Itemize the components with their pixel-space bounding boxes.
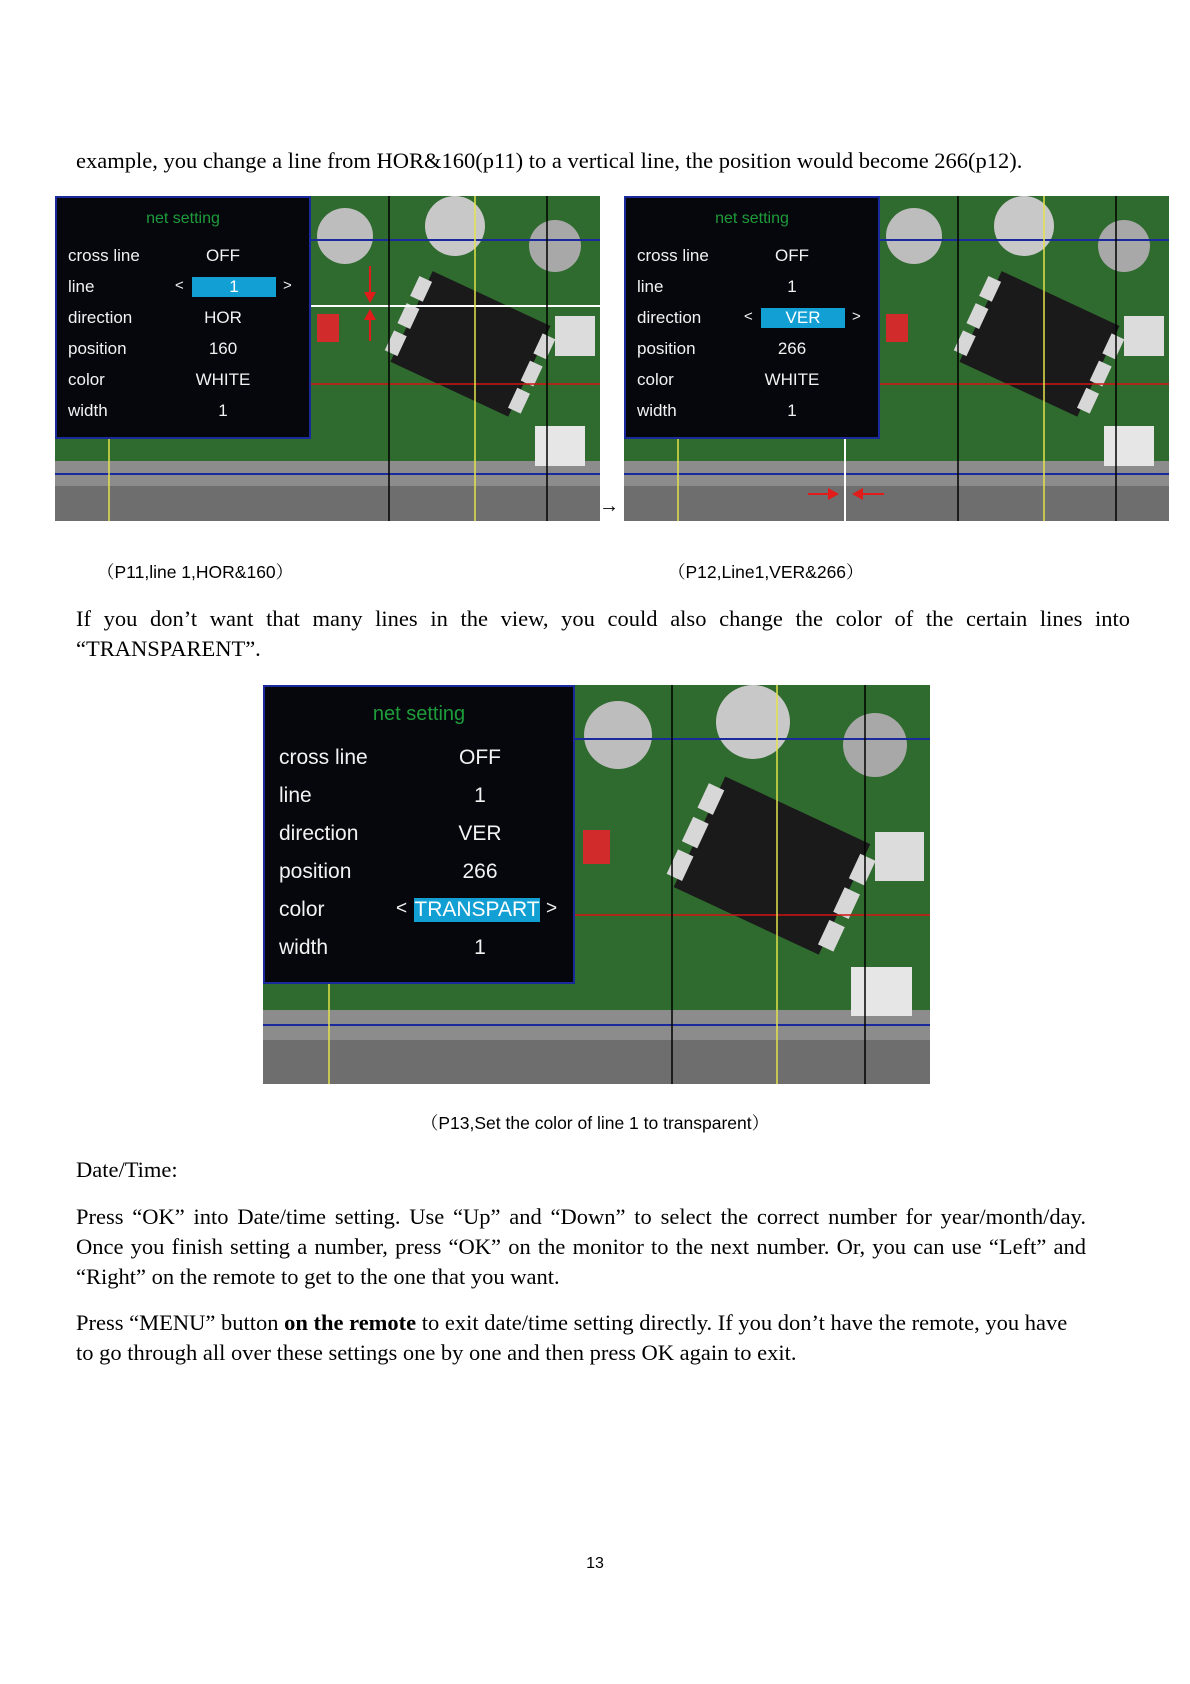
menu-value: 1	[474, 936, 486, 959]
chevron-right-icon[interactable]: >	[852, 308, 861, 325]
menu-label: color	[279, 898, 325, 921]
chevron-left-icon[interactable]: <	[175, 277, 184, 294]
menu-value: WHITE	[195, 370, 251, 389]
menu-label: line	[637, 277, 664, 296]
menu-label: direction	[68, 308, 133, 327]
menu-value-selected[interactable]: TRANSPART	[414, 898, 540, 921]
figure-p13-screenshot	[263, 685, 930, 1084]
figure-caption-p13: （P13,Set the color of line 1 to transparent）	[420, 1113, 770, 1133]
transparent-paragraph: If you don’t want that many lines in the view, you could also change the color of the certain lines into “TRANSPARENT”.	[76, 606, 1130, 661]
datetime-paragraph-2-pre: Press “MENU” button	[76, 1310, 285, 1335]
figure-caption-p11: （P11,line 1,HOR&160）	[97, 562, 294, 582]
figure-p12-screenshot	[624, 196, 1169, 521]
menu-title: net setting	[372, 703, 466, 725]
menu-label: color	[68, 370, 105, 389]
chevron-right-icon[interactable]: >	[546, 898, 558, 919]
net-setting-menu	[55, 196, 311, 439]
page-number: 13	[586, 1555, 604, 1572]
menu-label: color	[637, 370, 674, 389]
chevron-right-icon[interactable]: >	[283, 277, 292, 294]
menu-value: 1	[787, 277, 797, 296]
net-setting-menu	[263, 685, 575, 984]
net-setting-menu	[624, 196, 880, 439]
menu-value-selected[interactable]: VER	[761, 308, 845, 328]
datetime-heading: Date/Time:	[76, 1157, 178, 1182]
menu-value: OFF	[206, 246, 240, 265]
menu-value: 1	[474, 784, 486, 807]
menu-label: width	[637, 401, 677, 420]
figure-p11-screenshot	[55, 196, 600, 521]
menu-title: net setting	[146, 210, 220, 227]
menu-label: position	[68, 339, 127, 358]
menu-label: line	[68, 277, 95, 296]
menu-label: cross line	[637, 246, 709, 265]
menu-value: OFF	[459, 746, 501, 769]
menu-label: direction	[279, 822, 359, 845]
menu-value: 160	[208, 339, 238, 358]
menu-label: width	[279, 936, 329, 959]
menu-value: 1	[787, 401, 797, 420]
datetime-paragraph-2	[76, 1308, 1086, 1368]
arrow-right-icon: →	[599, 495, 619, 517]
menu-label: position	[279, 860, 352, 883]
chevron-left-icon[interactable]: <	[396, 898, 408, 919]
datetime-paragraph-2-post: to exit date/time setting directly. If you don’t have the remote, you have to go through all over these settings one by one and then press OK again to exit.	[76, 1310, 1068, 1365]
menu-value: 266	[777, 339, 807, 358]
intro-text: example, you change a line from HOR&160(p11) to a vertical line, the position would become 266(p12).	[76, 148, 1023, 173]
datetime-paragraph-1: Press “OK” into Date/time setting. Use “Up” and “Down” to select the correct number for year/month/day. Once you finish setting a number, press “OK” on the monitor to the next number. Or, you can use “Left” and “Right” on the remote to get to the one that you want.	[76, 1204, 1086, 1289]
menu-value: 266	[462, 860, 498, 883]
menu-value: WHITE	[764, 370, 820, 389]
menu-title: net setting	[715, 210, 789, 227]
menu-label: line	[279, 784, 312, 807]
menu-value: OFF	[775, 246, 809, 265]
menu-label: cross line	[68, 246, 140, 265]
menu-value-selected[interactable]: 1	[192, 277, 276, 297]
menu-value: 1	[218, 401, 228, 420]
menu-label: position	[637, 339, 696, 358]
menu-label: direction	[637, 308, 702, 327]
datetime-paragraph-2-bold: on the remote	[284, 1310, 417, 1335]
menu-value: VER	[458, 822, 502, 845]
chevron-left-icon[interactable]: <	[744, 308, 753, 325]
menu-value: HOR	[204, 308, 242, 327]
figure-caption-p12: （P12,Line1,VER&266）	[668, 562, 864, 582]
menu-label: cross line	[279, 746, 368, 769]
menu-label: width	[68, 401, 108, 420]
